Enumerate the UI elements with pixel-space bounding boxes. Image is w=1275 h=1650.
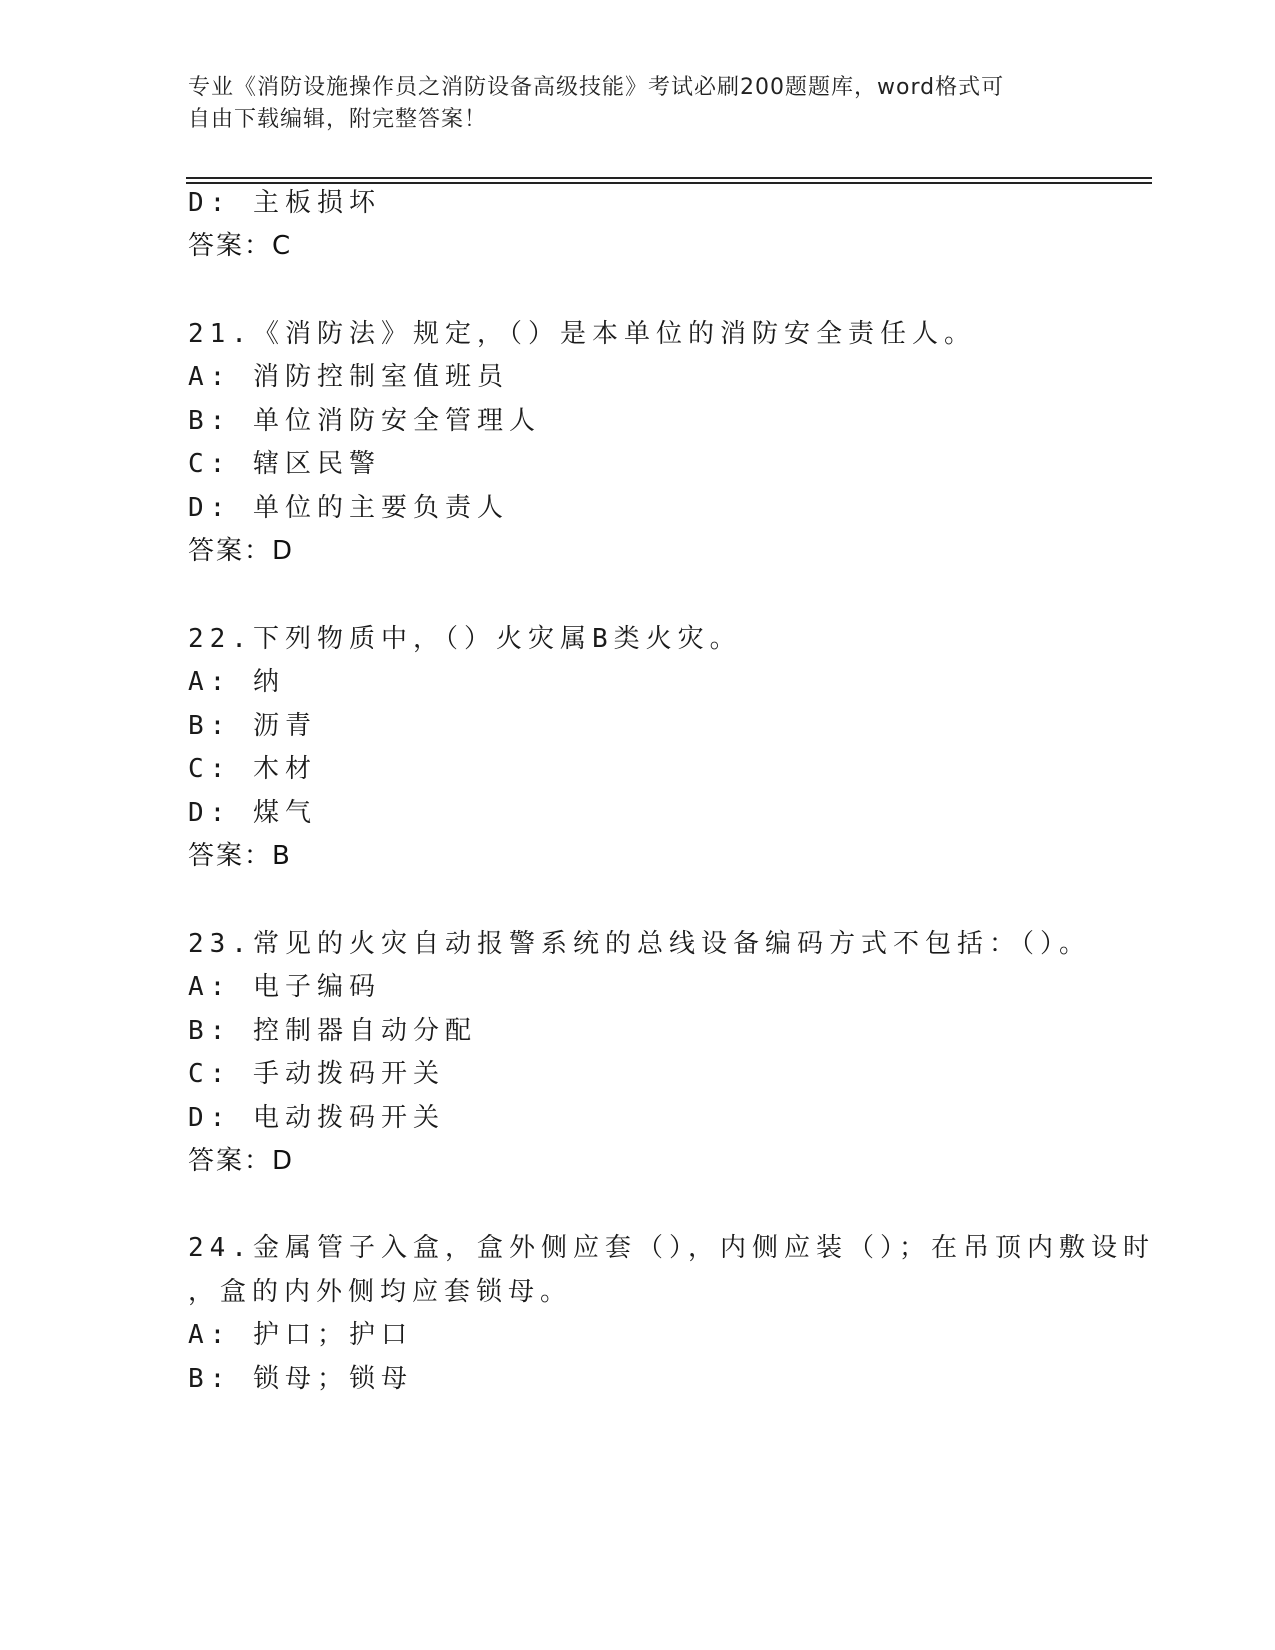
q23-option-b: B: 控制器自动分配 [188, 1016, 477, 1046]
header-line-1: 专业《消防设施操作员之消防设备高级技能》考试必刷200题题库，word格式可 [188, 75, 1005, 100]
q23-answer: 答案：D [188, 1146, 295, 1176]
header-line-2: 自由下载编辑，附完整答案！ [188, 107, 488, 132]
q23-option-c: C: 手动拨码开关 [188, 1059, 445, 1089]
question-22: 22.下列物质中，（）火灾属B类火灾。 [188, 624, 742, 654]
question-24-line-2: ，盒的内外侧均应套锁母。 [188, 1277, 573, 1307]
q22-option-c: C: 木材 [188, 754, 317, 784]
q21-option-c: C: 辖区民警 [188, 449, 381, 479]
q24-option-a: A: 护口；护口 [188, 1320, 413, 1350]
q21-option-a: A: 消防控制室值班员 [188, 362, 509, 392]
q21-answer: 答案：D [188, 536, 295, 566]
q22-option-b: B: 沥青 [188, 711, 317, 741]
prev-answer: 答案：C [188, 231, 293, 261]
header-divider-bottom [186, 182, 1152, 184]
q21-option-b: B: 单位消防安全管理人 [188, 406, 541, 436]
q23-option-a: A: 电子编码 [188, 972, 381, 1002]
q23-option-d: D: 电动拨码开关 [188, 1103, 445, 1133]
q22-option-a: A: 纳 [188, 667, 285, 697]
question-24-line-1: 24.金属管子入盒，盒外侧应套（），内侧应装（）；在吊顶内敷设时 [188, 1233, 1155, 1263]
q24-option-b: B: 锁母；锁母 [188, 1364, 413, 1394]
q22-answer: 答案：B [188, 841, 292, 871]
q21-option-d: D: 单位的主要负责人 [188, 493, 509, 523]
header-divider-top [186, 177, 1152, 179]
prev-option-d: D: 主板损坏 [188, 188, 381, 218]
q22-option-d: D: 煤气 [188, 798, 317, 828]
question-23: 23.常见的火灾自动报警系统的总线设备编码方式不包括：（）。 [188, 929, 1091, 959]
question-21: 21.《消防法》规定，（）是本单位的消防安全责任人。 [188, 319, 976, 349]
document-header [188, 72, 1068, 136]
